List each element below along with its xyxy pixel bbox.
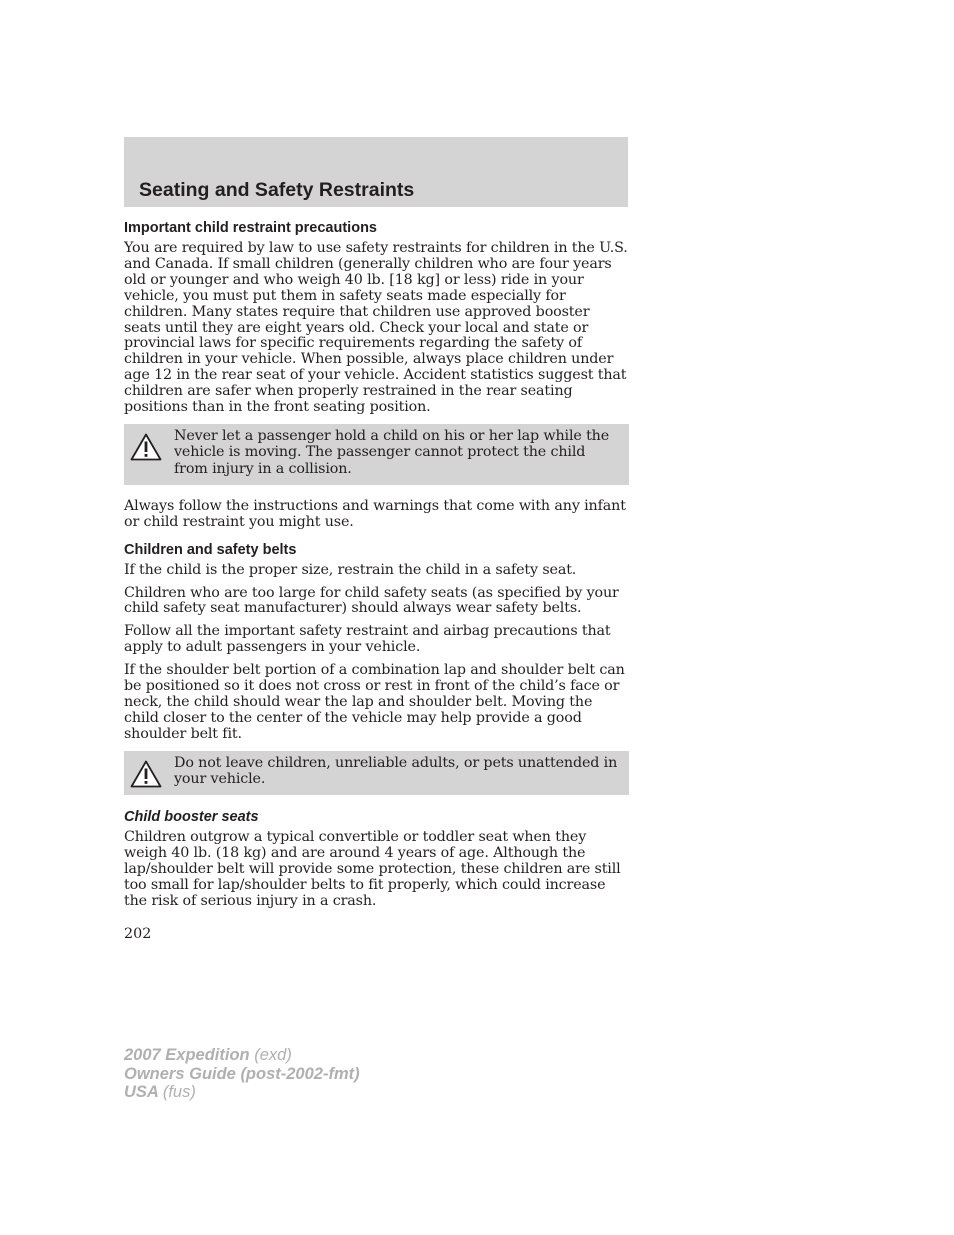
warning-box-unattended <box>124 751 629 796</box>
heading-child-restraint-precautions: Important child restraint precautions <box>124 220 377 236</box>
heading-children-safety-belts: Children and safety belts <box>124 541 297 558</box>
paragraph-shoulder-belt: If the shoulder belt portion of a combination lap and shoulder belt can be positioned so it does not cross or rest in front of the child’s face or neck, the child should wear the lap and shoulder belt. Moving the child closer to the center of the vehicle may help provide a good shoulder belt fit. <box>124 662 625 742</box>
page-number: 202 <box>124 925 152 942</box>
section-header-bar <box>124 137 628 207</box>
warning-box-lap <box>124 424 629 485</box>
warning-triangle-icon <box>130 433 162 461</box>
footer-line-market <box>124 1083 360 1102</box>
footer-market-code: (fus) <box>162 1083 196 1101</box>
warning-triangle-icon <box>130 760 162 788</box>
footer-market-name: USA <box>124 1083 159 1101</box>
warning-text-unattended: Do not leave children, unreliable adults, or pets unattended in your vehicle. <box>174 754 618 788</box>
paragraph-follow-instructions: Always follow the instructions and warnings that come with any infant or child restraint you might use. <box>124 497 626 530</box>
footer-line-guide: Owners Guide (post-2002-fmt) <box>124 1064 360 1083</box>
footer-model-code: (exd) <box>254 1046 292 1064</box>
paragraph-follow-precautions: Follow all the important safety restraint and airbag precautions that apply to adult passengers in your vehicle. <box>124 623 611 656</box>
section-title: Seating and Safety Restraints <box>139 179 415 201</box>
footer-line-model <box>124 1046 360 1065</box>
heading-child-booster-seats: Child booster seats <box>124 809 259 826</box>
document-footer <box>124 1046 360 1102</box>
page-content <box>124 220 629 942</box>
paragraph-booster: Children outgrow a typical convertible or toddler seat when they weigh 40 lb. (18 kg) and are around 4 years of age. Although the lap/shoulder belt will provide some protection, these children are still too small for lap/shoulder belts to fit properly, which could increase the risk of serious injury in a crash. <box>124 829 621 909</box>
paragraph-proper-size: If the child is the proper size, restrain the child in a safety seat. <box>124 561 577 578</box>
warning-text-lap: Never let a passenger hold a child on his or her lap while the vehicle is moving. The passenger cannot protect the child from injury in a collision. <box>174 427 610 477</box>
paragraph-too-large: Children who are too large for child safety seats (as specified by your child safety seat manufacturer) should always wear safety belts. <box>124 584 619 617</box>
footer-model-name: 2007 Expedition <box>124 1046 250 1064</box>
paragraph-precautions: You are required by law to use safety restraints for children in the U.S. and Canada. If small children (generally children who are four years old or younger and who weigh 40 lb. [18 kg] or less) ride in your vehicle, you must put them in safety seats made especially for children. Many states require that children use approved booster seats until they are eight years old. Check your local and state or provincial laws for specific requirements regarding the safety of children in your vehicle. When possible, always place children under age 12 in the rear seat of your vehicle. Accident statistics suggest that children are safer when properly restrained in the rear seating positions than in the front seating position. <box>124 240 628 416</box>
